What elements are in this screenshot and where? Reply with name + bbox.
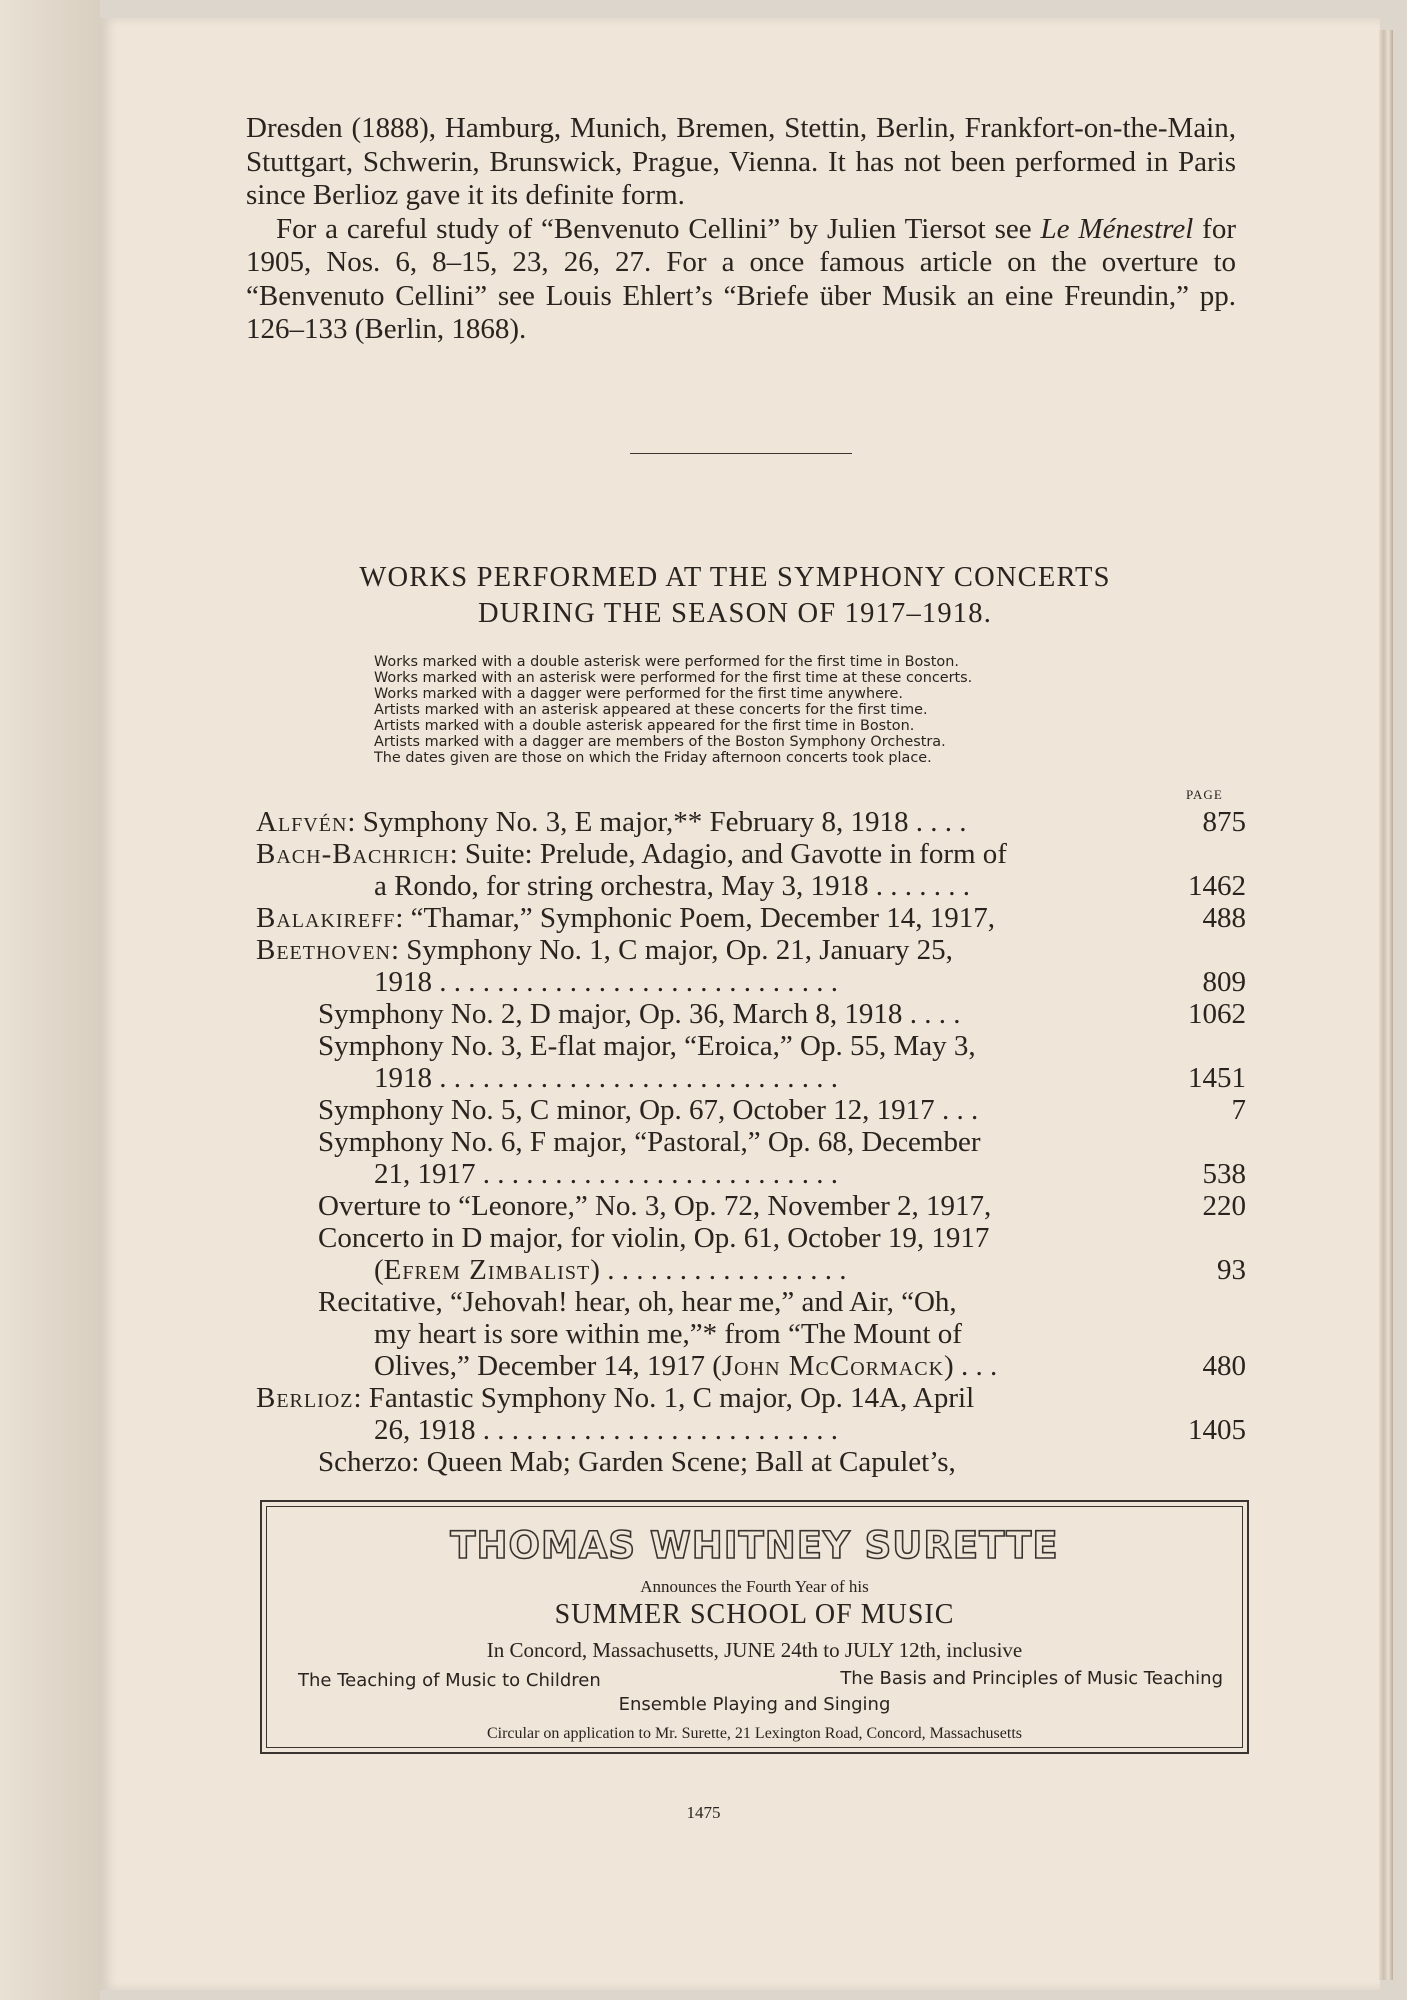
- journal-title: Le Ménestrel: [1040, 212, 1194, 245]
- artist-name: John McCormack: [721, 1350, 945, 1382]
- work-entry: [256, 1318, 1246, 1350]
- work-text: [374, 1350, 997, 1382]
- work-text: [318, 998, 960, 1030]
- work-text: [256, 838, 1007, 870]
- dot-leader: . . . . . . . . . . . . . . . . . . . . . . . . .: [475, 1414, 838, 1446]
- work-entry: [256, 1286, 1246, 1318]
- work-entry: [256, 998, 1246, 1030]
- page-ref: 220: [1202, 1190, 1246, 1222]
- facing-page-edge: [0, 0, 100, 2000]
- composer-name: Balakireff: [256, 902, 396, 934]
- intro-p2-start: For a careful study of “Benvenuto Cellini” by Julien Tiersot see: [276, 212, 1041, 245]
- work-text: [318, 1126, 981, 1158]
- page-ref: 1451: [1188, 1062, 1246, 1094]
- composer-name: Alfvén: [256, 806, 348, 838]
- work-entry: [256, 934, 1246, 966]
- heading-line-2: DURING THE SEASON OF 1917–1918.: [477, 598, 993, 629]
- work-text: [318, 1094, 978, 1126]
- work-description: 1918: [374, 966, 432, 998]
- intro-paragraph-1: Dresden (1888), Hamburg, Munich, Bremen, Stettin, Berlin, Frankfort-on-the-Main, Stuttgart, Schwerin, Brunswick, Prague, Vienna. It has not been performed in Paris since Berlioz gave it its definite form.: [246, 112, 1236, 211]
- work-entry: [256, 838, 1246, 870]
- work-entry: [256, 1190, 1246, 1222]
- ad-course-children: The Teaching of Music to Children: [298, 1670, 601, 1691]
- section-divider: [630, 453, 852, 454]
- dot-leader: . . . . . . . . . . . . . . . . . . . . . . . . .: [475, 1158, 838, 1190]
- work-text: [374, 1254, 846, 1286]
- advertisement: [260, 1500, 1249, 1754]
- work-text: [256, 1382, 974, 1414]
- dot-leader: . . . .: [908, 806, 967, 838]
- work-entry: [256, 870, 1246, 902]
- work-description: my heart is sore within me,”* from “The Mount of: [374, 1318, 962, 1350]
- legend-note: Artists marked with a double asterisk appeared for the first time in Boston.: [374, 718, 915, 734]
- work-entry: [256, 1382, 1246, 1414]
- work-description: 26, 1918: [374, 1414, 476, 1446]
- work-description: Concerto in D major, for violin, Op. 61, October 19, 1917: [318, 1222, 990, 1254]
- work-entry: [256, 1350, 1246, 1382]
- dot-leader: . . . .: [902, 998, 961, 1030]
- work-text: [256, 934, 953, 966]
- dot-leader: . . . . . . . . . . . . . . . . . . . . . . . . . . . .: [432, 966, 838, 998]
- page-column-label: PAGE: [1186, 787, 1223, 802]
- work-description: : Suite: Prelude, Adagio, and Gavotte in form of: [449, 838, 1007, 870]
- ad-course-ensemble: Ensemble Playing and Singing: [618, 1694, 891, 1715]
- work-description: Symphony No. 6, F major, “Pastoral,” Op. 68, December: [318, 1126, 981, 1158]
- legend-note: Works marked with a dagger were performed for the first time anywhere.: [374, 686, 903, 702]
- work-description: 1918: [374, 1062, 432, 1094]
- dot-leader: . . . . . . . . . . . . . . . . . . . . . . . . . . . .: [432, 1062, 838, 1094]
- composer-name: Berlioz: [256, 1382, 354, 1414]
- page-ref: 1062: [1188, 998, 1246, 1030]
- work-text: [318, 1030, 976, 1062]
- legend-notes: [374, 654, 1134, 766]
- page-ref: 480: [1202, 1350, 1246, 1382]
- work-text: [256, 806, 966, 838]
- artist-name: Efrem Zimbalist: [383, 1254, 591, 1286]
- intro-p2-end: for 1905, Nos. 6, 8–15, 23, 26, 27. For a once famous article on the overture to “Benvenuto Cellini” see Louis Ehlert’s “Briefe über Musik an eine Freundin,” pp. 126–133 (Berlin, 1868).: [246, 212, 1236, 345]
- work-description: 21, 1917: [374, 1158, 476, 1190]
- work-description: (: [374, 1254, 384, 1286]
- work-text: [374, 1062, 838, 1094]
- work-text: [374, 1318, 962, 1350]
- work-text: [318, 1222, 989, 1254]
- work-entry: [256, 1158, 1246, 1190]
- work-description-end: ): [944, 1350, 954, 1382]
- work-description: Overture to “Leonore,” No. 3, Op. 72, November 2, 1917,: [318, 1190, 992, 1222]
- legend-note: Artists marked with an asterisk appeared at these concerts for the first time.: [374, 702, 928, 718]
- work-description: Recitative, “Jehovah! hear, oh, hear me,” and Air, “Oh,: [318, 1286, 957, 1318]
- dot-leader: . . . . . . .: [868, 870, 971, 902]
- work-text: [318, 1286, 957, 1318]
- legend-note: The dates given are those on which the Friday afternoon concerts took place.: [374, 750, 932, 766]
- page-ref: 1405: [1188, 1414, 1246, 1446]
- work-description: Symphony No. 5, C minor, Op. 67, October 12, 1917: [318, 1094, 935, 1126]
- ad-location-dates: In Concord, Massachusetts, JUNE 24th to JULY 12th, inclusive: [486, 1638, 1023, 1662]
- work-description: Symphony No. 3, E-flat major, “Eroica,” Op. 55, May 3,: [318, 1030, 976, 1062]
- page-ref: 1462: [1188, 870, 1246, 902]
- ad-school: SUMMER SCHOOL OF MUSIC: [554, 1599, 955, 1630]
- work-entry: [256, 1414, 1246, 1446]
- ad-name: THOMAS WHITNEY SURETTE: [450, 1524, 1059, 1567]
- work-description: Scherzo: Queen Mab; Garden Scene; Ball at Capulet’s,: [318, 1446, 956, 1478]
- work-description: a Rondo, for string orchestra, May 3, 1918: [374, 870, 869, 902]
- page-number: 1475: [686, 1803, 721, 1822]
- work-entry: [256, 966, 1246, 998]
- work-text: [374, 1414, 838, 1446]
- dot-leader: . . . . . . . . . . . . . . . . .: [599, 1254, 847, 1286]
- work-description: : Symphony No. 3, E major,** February 8, 1918: [347, 806, 909, 838]
- legend-note: Works marked with an asterisk were performed for the first time at these concerts.: [374, 670, 973, 686]
- work-entry: [256, 806, 1246, 838]
- work-description: Symphony No. 2, D major, Op. 36, March 8, 1918: [318, 998, 903, 1030]
- work-description: : Fantastic Symphony No. 1, C major, Op. 14A, April: [353, 1382, 975, 1414]
- work-text: [374, 1158, 838, 1190]
- legend-note: Artists marked with a dagger are members of the Boston Symphony Orchestra.: [374, 734, 946, 750]
- work-text: [374, 870, 970, 902]
- work-entry: [256, 1254, 1246, 1286]
- page-ref: 875: [1202, 806, 1246, 838]
- work-entry: [256, 1062, 1246, 1094]
- work-entry: [256, 1126, 1246, 1158]
- work-text: [256, 902, 995, 934]
- dot-leader: . . .: [934, 1094, 979, 1126]
- ad-course-principles: The Basis and Principles of Music Teaching: [840, 1668, 1223, 1689]
- legend-note: Works marked with a double asterisk were performed for the first time in Boston.: [374, 654, 959, 670]
- heading-line-1: WORKS PERFORMED AT THE SYMPHONY CONCERTS: [359, 562, 1111, 593]
- composer-name: Beethoven: [256, 934, 391, 966]
- work-entry: [256, 1030, 1246, 1062]
- work-description: Olives,” December 14, 1917 (: [374, 1350, 722, 1382]
- page-ref: 7: [1231, 1094, 1246, 1126]
- work-entry: [256, 1094, 1246, 1126]
- page-ref: 538: [1202, 1158, 1246, 1190]
- page-ref: 809: [1202, 966, 1246, 998]
- work-text: [374, 966, 838, 998]
- ad-circular: Circular on application to Mr. Surette, 21 Lexington Road, Concord, Massachusetts: [486, 1725, 1022, 1742]
- work-description-end: ): [590, 1254, 600, 1286]
- work-entry: [256, 902, 1246, 934]
- work-text: [318, 1446, 956, 1478]
- intro-text: [246, 112, 1236, 347]
- composer-name: Bach-Bachrich: [256, 838, 450, 870]
- page-ref: 488: [1202, 902, 1246, 934]
- work-text: [318, 1190, 991, 1222]
- intro-paragraph-2: [246, 213, 1236, 347]
- work-entry: [256, 1222, 1246, 1254]
- dot-leader: . . .: [953, 1350, 998, 1382]
- work-entry: [256, 1446, 1246, 1478]
- work-description: : Symphony No. 1, C major, Op. 21, January 25,: [390, 934, 953, 966]
- works-list: [256, 806, 1246, 1478]
- work-description: : “Thamar,” Symphonic Poem, December 14, 1917,: [395, 902, 995, 934]
- page-ref: 93: [1217, 1254, 1246, 1286]
- ad-announce: Announces the Fourth Year of his: [640, 1577, 869, 1596]
- section-heading: [230, 560, 1240, 632]
- page-stack-edge: [1379, 30, 1393, 1980]
